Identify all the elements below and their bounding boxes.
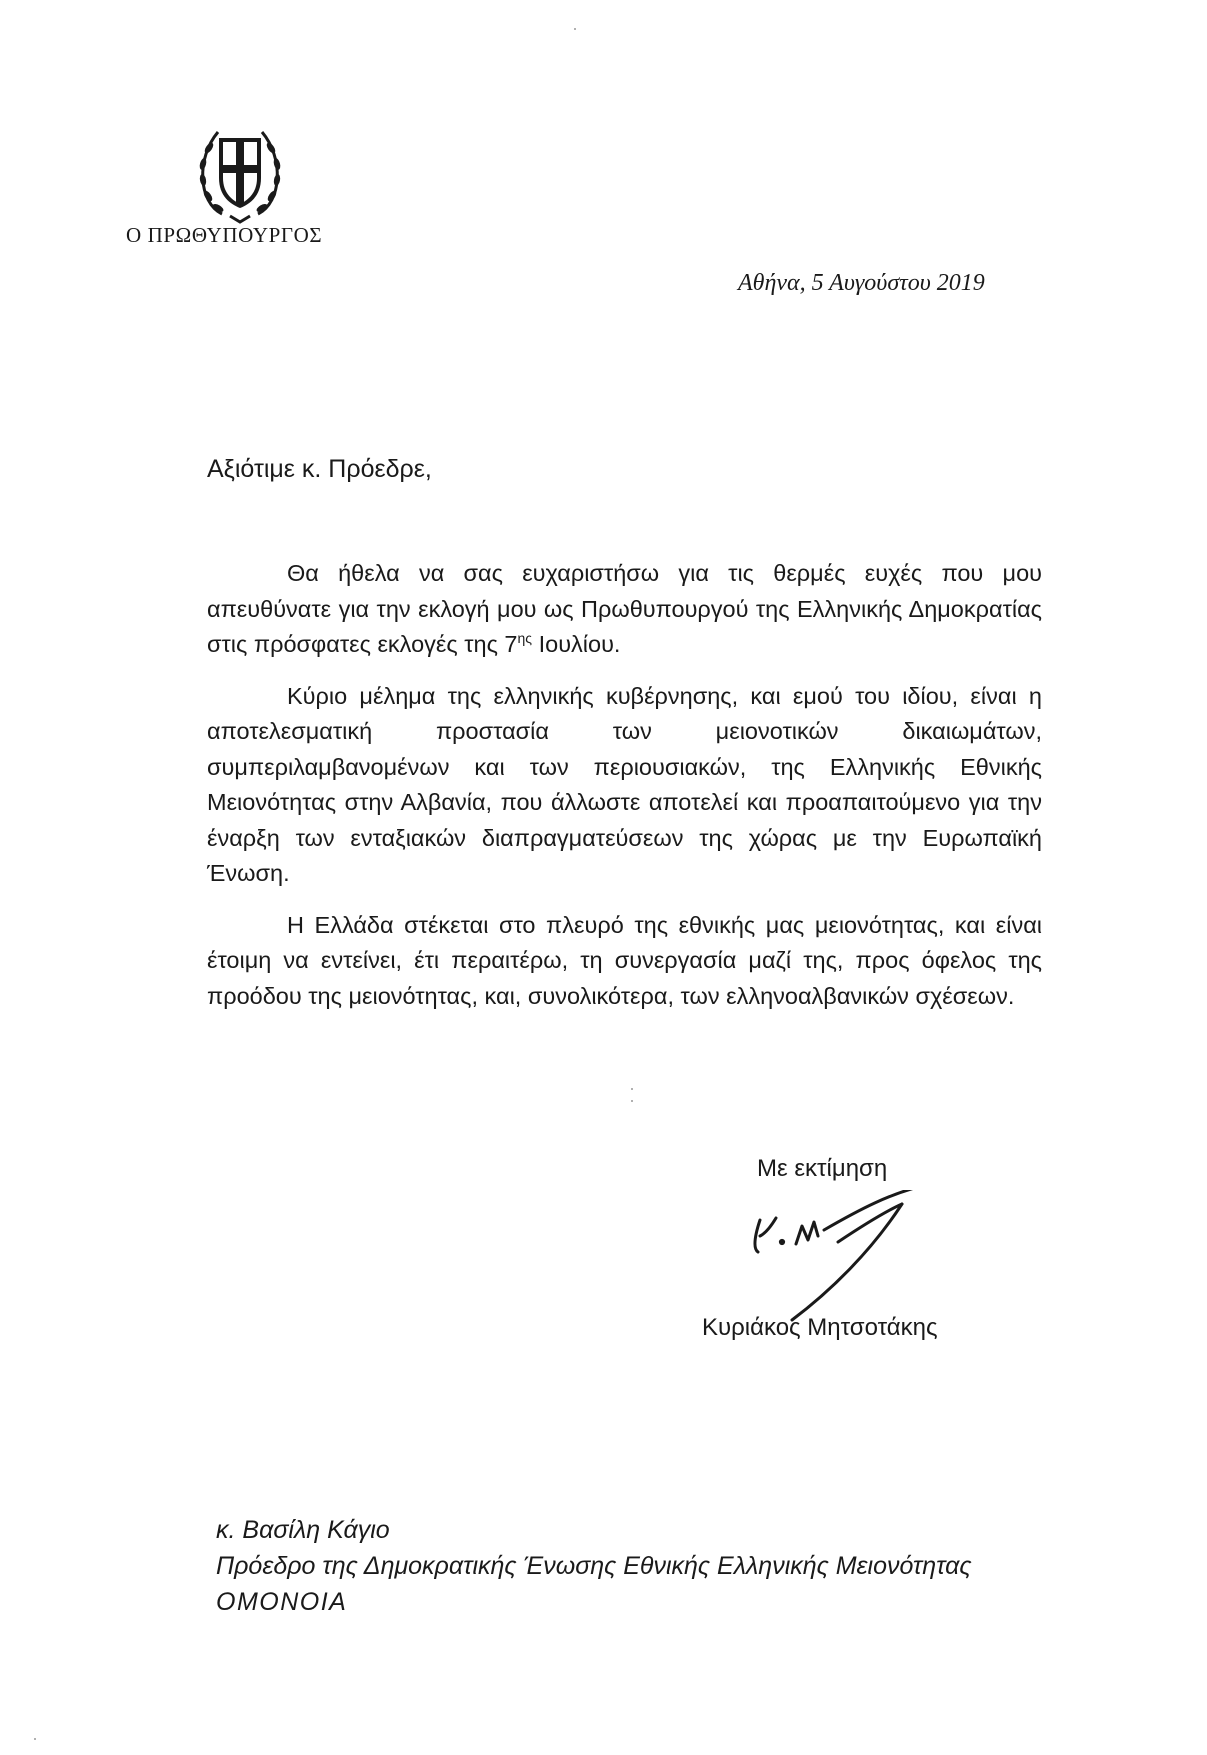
salutation: Αξιότιμε κ. Πρόεδρε, <box>207 455 432 483</box>
scan-speck <box>34 1738 36 1740</box>
signer-name: Κυριάκος Μητσοτάκης <box>702 1314 938 1341</box>
addressee-organization: ΟΜΟΝΟΙΑ <box>216 1588 348 1616</box>
paragraph-3: Η Ελλάδα στέκεται στο πλευρό της εθνικής μας μειονότητας, και είναι έτοιμη να εντείνει, έτι περαιτέρω, τη συνεργασία μαζί της, προς όφελος της προόδου της μειονότητας, και, συνολικότερα, των ελληνοαλβανικών σχέσεων. <box>207 911 1042 1009</box>
office-title: Ο ΠΡΩΘΥΠΟΥΡΓΟΣ <box>126 223 323 247</box>
handwritten-signature <box>752 1190 952 1330</box>
greek-coat-of-arms-icon <box>192 118 288 226</box>
letter-date: Αθήνα, 5 Αυγούστου 2019 <box>738 270 985 296</box>
scan-speck <box>631 1088 633 1090</box>
ordinal-suffix: ης <box>517 630 533 646</box>
paragraph-1-end: Ιουλίου. <box>532 631 621 657</box>
scan-speck <box>631 1100 633 1102</box>
addressee-block <box>216 1512 972 1620</box>
paragraph-1-text: Θα ήθελα να σας ευχαριστήσω για τις θερμές ευχές που μου απευθύνατε για την εκλογή μου ως Πρωθυπουργού της Ελληνικής Δημοκρατίας στις πρόσφατες εκλογές της 7 <box>207 560 1042 657</box>
letter-body <box>207 556 1042 1030</box>
paragraph-2: Κύριο μέλημα της ελληνικής κυβέρνησης, και εμού του ιδίου, είναι η αποτελεσματική προστασία των μειονοτικών δικαιωμάτων, συμπεριλαμβανομένων και των περιουσιακών, της Ελληνικής Εθνικής Μειονότητας στην Αλβανία, που άλλωστε αποτελεί και προαπαιτούμενο για την έναρξη των ενταξιακών διαπραγματεύσεων της χώρας με την Ευρωπαϊκή Ένωση. <box>207 682 1042 886</box>
addressee-name: κ. Βασίλη Κάγιο <box>216 1516 390 1544</box>
scan-speck <box>574 28 576 30</box>
paragraph-1 <box>207 556 1042 663</box>
closing: Με εκτίμηση <box>757 1155 888 1182</box>
addressee-title: Πρόεδρο της Δημοκρατικής Ένωσης Εθνικής Ελληνικής Μειονότητας <box>216 1552 972 1580</box>
